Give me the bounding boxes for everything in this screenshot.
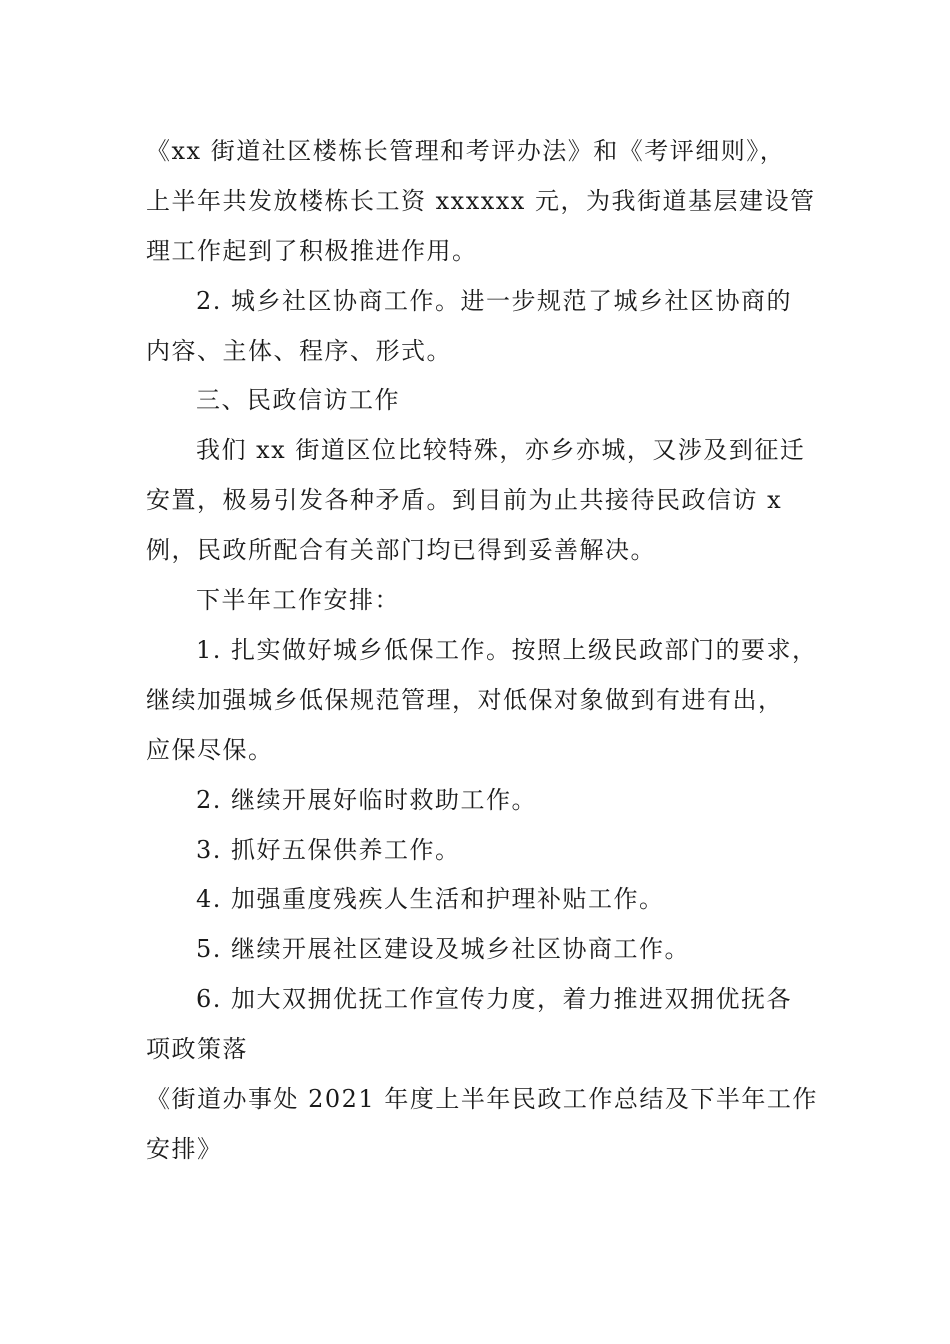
- text-line: 安置，极易引发各种矛盾。到目前为止共接待民政信访 x: [146, 486, 783, 514]
- text-line: 《xx 街道社区楼栋长管理和考评办法》和《考评细则》，: [146, 137, 786, 165]
- text-line: 6. 加大双拥优抚工作宣传力度，着力推进双拥优抚各: [196, 985, 793, 1013]
- text-line: 应保尽保。: [146, 736, 274, 764]
- text-line: 我们 xx 街道区位比较特殊，亦乡亦城，又涉及到征迁: [196, 436, 806, 464]
- text-line: 3. 抓好五保供养工作。: [196, 836, 461, 864]
- section-heading: 三、民政信访工作: [196, 386, 400, 414]
- text-line: 4. 加强重度残疾人生活和护理补贴工作。: [196, 885, 665, 913]
- text-line: 《街道办事处 2021 年度上半年民政工作总结及下半年工作: [146, 1085, 818, 1113]
- text-line: 1. 扎实做好城乡低保工作。按照上级民政部门的要求，: [196, 636, 818, 664]
- section-heading: 下半年工作安排：: [196, 586, 400, 614]
- text-line: 例，民政所配合有关部门均已得到妥善解决。: [146, 536, 656, 564]
- text-line: 继续加强城乡低保规范管理，对低保对象做到有进有出，: [146, 686, 784, 714]
- text-line: 2. 城乡社区协商工作。进一步规范了城乡社区协商的: [196, 287, 793, 315]
- text-line: 理工作起到了积极推进作用。: [146, 237, 478, 265]
- text-line: 5. 继续开展社区建设及城乡社区协商工作。: [196, 935, 691, 963]
- text-line: 2. 继续开展好临时救助工作。: [196, 786, 538, 814]
- text-line: 上半年共发放楼栋长工资 xxxxxx 元，为我街道基层建设管: [146, 187, 816, 215]
- text-line: 内容、主体、程序、形式。: [146, 337, 452, 365]
- text-line: 项政策落: [146, 1035, 248, 1063]
- text-line: 安排》: [146, 1135, 223, 1163]
